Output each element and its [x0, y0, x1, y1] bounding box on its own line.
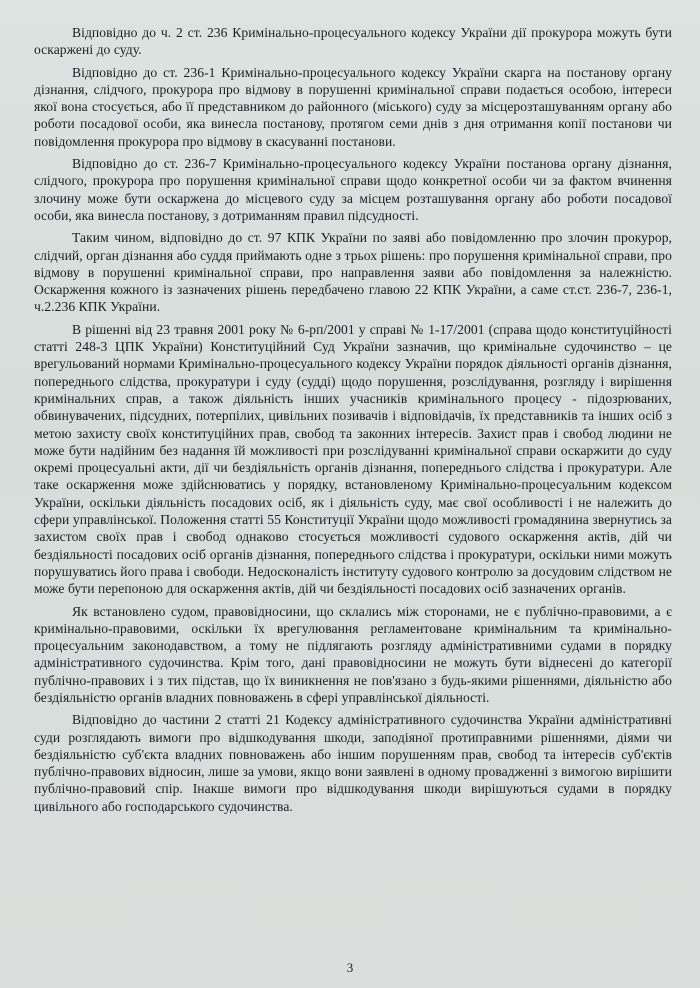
page-number: 3	[346, 960, 354, 975]
paragraph-1: Відповідно до ч. 2 ст. 236 Кримінально-процесуального кодексу України дії прокурора можуть бути оскаржені до суду.	[34, 25, 672, 58]
paragraph-2: Відповідно до ст. 236-1 Кримінально-процесуального кодексу України скарга на постанову органу дізнання, слідчого, прокурора про відмову в порушенні кримінальної справи подається особою, інтереси якої вона стосується, або її представником до районного (міського) суду за місцерозташуванням органу або роботи посадової особи, яка винесла постанову, протягом семи днів з дня отримання копії постанови чи повідомлення прокурора про відмову в скасуванні постанови.	[34, 64, 672, 149]
paragraph-6: Як встановлено судом, правовідносини, що склались між сторонами, не є публічно-правовими, а є кримінально-правовими, оскільки їх врегулювання регламентоване кримінальним та кримінально-процесуальним законодавством, а тому не підлягають розгляду адміністративними судами в порядку адміністративного судочинства. Крім того, дані правовідносини не можуть бути віднесені до категорії публічно-правових і з тих підстав, що їх виникнення не пов'язано з будь-якими рішеннями, діяльністю або бездіяльністю органів владних повноважень в сфері управлінської діяльності.	[34, 603, 672, 705]
paragraph-5: В рішенні від 23 травня 2001 року № 6-рп/2001 у справі № 1-17/2001 (справа щодо конституційності статті 248-3 ЦПК України) Конституційний Суд України зазначив, що кримінальне судочинство – це врегульований нормами Кримінально-процесуального кодексу України порядок діяльності органів дізнання, попереднього слідства, прокуратури і суду (судді) щодо порушення, розслідування, розгляду і вирішення кримінальних справ, а також діяльність інших учасників кримінального процесу - підозрюваних, обвинувачених, підсудних, потерпілих, цивільних позивачів і відповідачів, їх представників та інших осіб з метою захисту своїх конституційних прав, свобод та законних інтересів. Захист прав і свобод людини не може бути надійним без надання їй можливості при розслідуванні кримінальної справи оскаржити до суду окремі процесуальні акти, дії чи бездіяльність органів дізнання, попереднього слідства і прокуратури. Але таке оскарження може здійснюватись у порядку, встановленому Кримінально-процесуальним кодексом України, оскільки діяльність посадових осіб, як і діяльність суду, має свої особливості і не належить до сфери управлінської. Положення статті 55 Конституції України щодо можливості громадянина звернутись за захистом своїх прав і свобод однаково стосується можливості судового оскарження актів, дій чи бездіяльності посадових осіб органів дізнання, попереднього слідства і прокуратури, оскільки ними можуть порушуватись його права і свободи. Недосконалість інституту судового контролю за досудовим слідством не може бути перепоною для оскарження актів, дій чи бездіяльності посадових осіб зазначених органів.	[34, 321, 672, 597]
paragraph-7: Відповідно до частини 2 статті 21 Кодексу адміністративного судочинства України адміністративні суди розглядають вимоги про відшкодування шкоди, заподіяної протиправними рішеннями, діями чи бездіяльністю суб'єкта владних повноважень або іншим порушенням прав, свобод та інтересів суб'єктів публічно-правових відносин, лише за умови, якщо вони заявлені в одному провадженні з вимогою вирішити публічно-правовий спір. Інакше вимоги про відшкодування шкоди вирішуються судами в порядку цивільного або господарського судочинства.	[34, 712, 672, 814]
paragraph-4: Таким чином, відповідно до ст. 97 КПК України по заяві або повідомленню про злочин прокурор, слідчий, орган дізнання або суддя приймають одне з трьох рішень: про порушення кримінальної справи, про відмову в порушенні кримінальної справи, про направлення заяви або повідомлення за належністю. Оскарження кожного із зазначених рішень передбачено главою 22 КПК України, а саме ст.ст. 236-7, 236-1, ч.2.236 КПК України.	[34, 230, 672, 315]
paragraph-3: Відповідно до ст. 236-7 Кримінально-процесуального кодексу України постанова органу дізнання, слідчого, прокурора про порушення кримінальної справи щодо конкретної особи чи за фактом вчинення злочину може бути оскаржена до місцевого суду за місцем розташування органу або роботи посадової особи, яка винесла постанову, з дотриманням правил підсудності.	[34, 156, 672, 223]
